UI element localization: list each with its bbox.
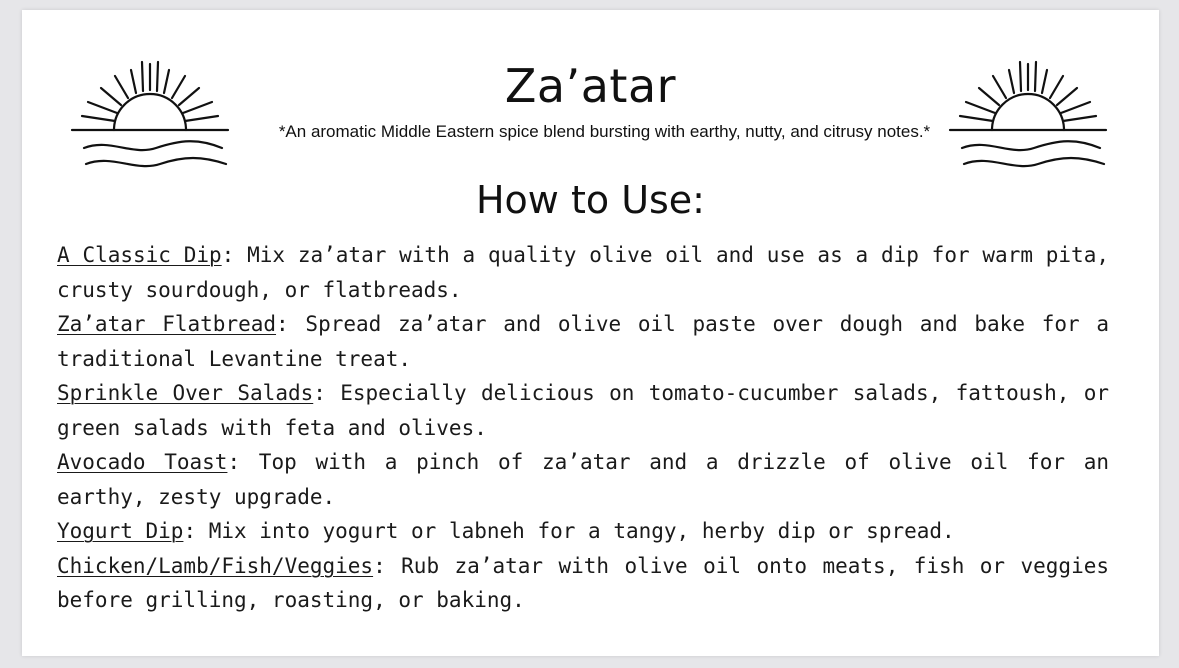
usage-item-separator: : [183,519,197,543]
usage-item-separator: : [313,381,326,405]
subtitle-description: *An aromatic Middle Eastern spice blend bursting with earthy, nutty, and citrusy notes.* [278,122,931,141]
usage-item-name: Za’atar Flatbread [57,312,277,336]
usage-item-separator: : [227,450,241,474]
usage-list [57,238,1109,618]
usage-item-separator: : [221,243,235,267]
usage-item-classic-dip [57,238,1109,307]
usage-item-name: Sprinkle Over Salads [57,381,314,405]
page-title: Za’atar [504,59,677,113]
usage-item-name: Chicken/Lamb/Fish/Veggies [57,553,374,578]
usage-item-name: Avocado Toast [57,450,228,474]
usage-item-text: Mix into yogurt or labneh for a tangy, herby dip or spread. [196,519,955,543]
recipe-card [22,10,1159,656]
usage-item-text: Spread za’atar and olive oil paste over dough and bake for a traditional Levantine treat. [57,312,1109,371]
usage-item-proteins-veggies [57,549,1109,618]
usage-item-flatbread [57,307,1109,376]
usage-item-separator: : [373,553,386,578]
usage-item-text: Mix za’atar with a quality olive oil and use as a dip for warm pita, crusty sourdough, or flatbreads. [57,243,1109,302]
usage-item-yogurt-dip [57,514,1109,549]
usage-item-avocado-toast [57,445,1109,514]
usage-item-text: Especially delicious on tomato-cucumber salads, fattoush, or green salads with feta and olives. [57,381,1109,440]
usage-item-text: Top with a pinch of za’atar and a drizzle of olive oil for an earthy, zesty upgrade. [57,450,1109,509]
section-heading: How to Use: [475,178,705,222]
usage-item-separator: : [276,312,289,336]
usage-item-text: Rub za’atar with olive oil onto meats, fish or veggies before grilling, roasting, or baking. [57,553,1109,612]
usage-item-name: A Classic Dip [57,243,222,267]
usage-item-name: Yogurt Dip [57,519,184,543]
usage-item-salads [57,376,1109,445]
